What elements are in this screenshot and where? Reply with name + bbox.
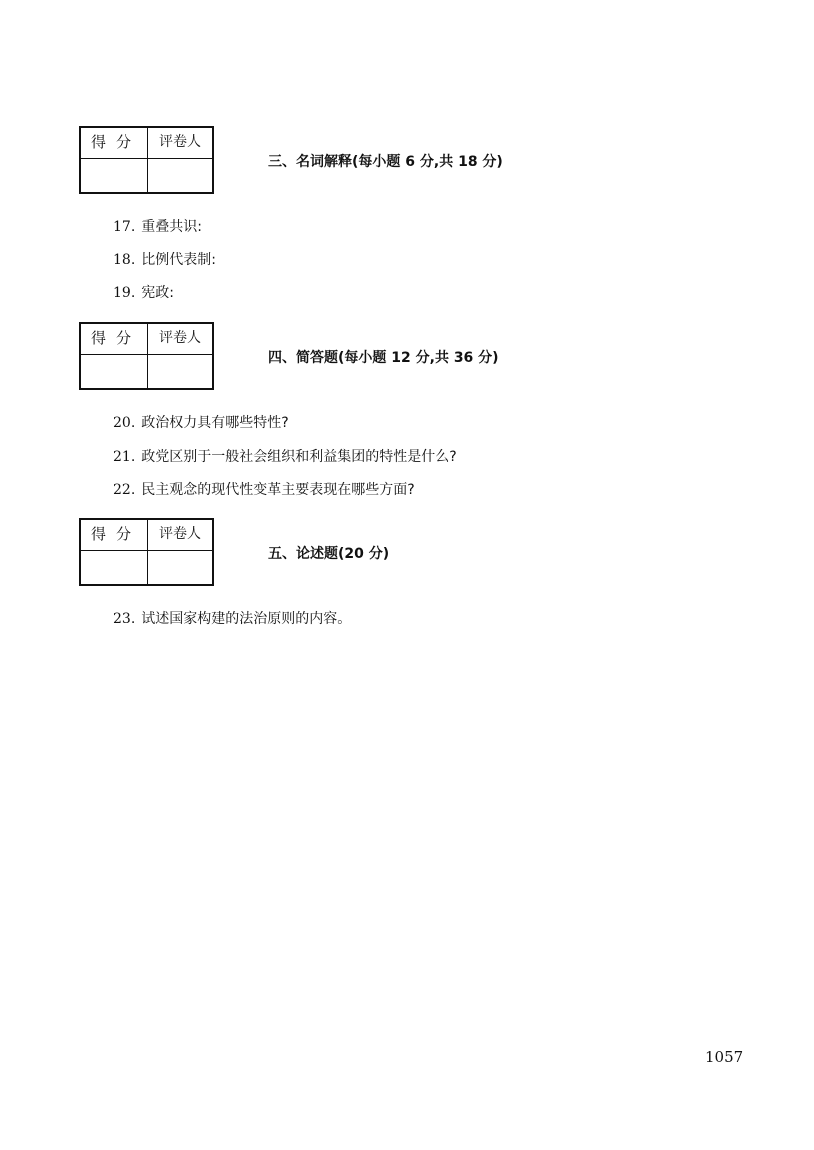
question-item — [113, 216, 202, 236]
question-number: 18. — [113, 252, 136, 268]
question-text: 政治权力具有哪些特性? — [141, 415, 289, 431]
score-table — [79, 126, 214, 194]
question-item — [113, 412, 289, 432]
section-title: 三、名词解释(每小题 6 分,共 18 分) — [268, 154, 503, 170]
question-text: 政党区别于一般社会组织和利益集团的特性是什么? — [141, 449, 457, 465]
question-item — [113, 282, 174, 302]
question-text: 宪政: — [141, 285, 174, 301]
question-number: 19. — [113, 285, 136, 301]
score-label: 得分 — [81, 520, 148, 551]
grader-cell — [148, 355, 212, 388]
grader-label: 评卷人 — [148, 520, 212, 551]
question-text: 试述国家构建的法治原则的内容。 — [141, 611, 352, 627]
question-item — [113, 446, 457, 466]
grader-cell — [148, 159, 212, 192]
grader-cell — [148, 551, 212, 584]
question-number: 20. — [113, 415, 136, 431]
question-number: 17. — [113, 219, 136, 235]
question-item — [113, 479, 415, 499]
score-label: 得分 — [81, 324, 148, 355]
score-cell — [81, 551, 148, 584]
score-table — [79, 518, 214, 586]
question-item — [113, 249, 216, 269]
grader-label: 评卷人 — [148, 128, 212, 159]
score-label: 得分 — [81, 128, 148, 159]
question-number: 22. — [113, 482, 136, 498]
page-number: 1057 — [705, 1048, 744, 1066]
question-item — [113, 608, 351, 628]
question-number: 21. — [113, 449, 136, 465]
question-text: 民主观念的现代性变革主要表现在哪些方面? — [141, 482, 415, 498]
section-title: 四、简答题(每小题 12 分,共 36 分) — [268, 350, 499, 366]
section-title: 五、论述题(20 分) — [268, 546, 390, 562]
score-table — [79, 322, 214, 390]
question-text: 重叠共识: — [141, 219, 202, 235]
grader-label: 评卷人 — [148, 324, 212, 355]
score-cell — [81, 159, 148, 192]
score-cell — [81, 355, 148, 388]
question-number: 23. — [113, 611, 136, 627]
question-text: 比例代表制: — [141, 252, 216, 268]
